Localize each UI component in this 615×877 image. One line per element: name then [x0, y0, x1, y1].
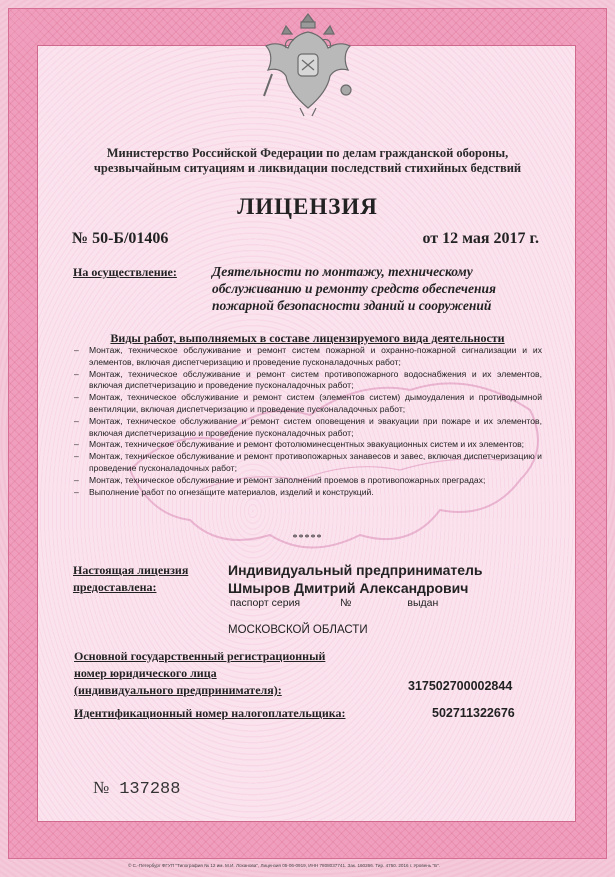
works-item: – Монтаж, техническое обслуживание и ремонт систем (элементов систем) дымоудаления и противодымной вентиляции, включая диспетчеризацию и проведение пусконаладочных работ;: [74, 392, 542, 416]
ogrn-value: 317502700002844: [408, 679, 513, 693]
passport-series-label: паспорт серия: [230, 597, 301, 609]
works-item: – Монтаж, техническое обслуживание и ремонт систем противопожарного водоснабжения и их элементов, включая диспетчеризацию и проведение пусконаладочных работ;: [74, 369, 542, 393]
purpose-text: Деятельности по монтажу, техническому обслуживанию и ремонту средств обеспечения пожарной безопасности зданий и сооружений: [212, 264, 496, 313]
blank-serial-number: [93, 778, 180, 799]
passport-issued-label: выдан: [407, 597, 439, 609]
region: МОСКОВСКОЙ ОБЛАСТИ: [228, 624, 368, 636]
ministry-header: [70, 146, 545, 176]
holder-name: Шмыров Дмитрий Александрович: [228, 580, 469, 596]
printer-imprint: © С.-Петербург ФГУП "Типография № 12 им. М.И. Лоханова", Лицензия 05-06-0919, ИНН 7808037741. Зак. 160266. Тир. 4750. 2016 г. Уровень "Б".: [128, 863, 441, 868]
license-holder: [228, 561, 483, 597]
ogrn-label-line-2: номер юридического лица: [74, 666, 217, 680]
granted-label-line-1: Настоящая лицензия: [73, 563, 189, 577]
works-item: – Монтаж, техническое обслуживание и ремонт заполнений проемов в противопожарных преградах;: [74, 475, 542, 487]
works-heading: Виды работ, выполняемых в составе лицензируемого вида деятельности: [110, 331, 505, 345]
inn-value: 502711322676: [432, 706, 515, 720]
purpose-label: На осуществление:: [73, 265, 177, 279]
holder-type: Индивидуальный предприниматель: [228, 562, 483, 578]
works-item: – Монтаж, техническое обслуживание и ремонт противопожарных занавесов и завес, включая диспетчеризацию и проведение пусконаладочных работ;: [74, 451, 542, 475]
document-title: ЛИЦЕНЗИЯ: [237, 194, 378, 219]
passport-number-label: №: [340, 597, 352, 609]
ogrn-label-line-1: Основной государственный регистрационный: [74, 649, 326, 663]
works-item: – Монтаж, техническое обслуживание и ремонт систем пожарной и охранно-пожарной сигнализации и их элементов, включая диспетчеризацию и проведение пусконаладочных работ;: [74, 345, 542, 369]
inn-label: Идентификационный номер налогоплательщика:: [74, 706, 346, 720]
ministry-line-2: чрезвычайным ситуациям и ликвидации последствий стихийных бедствий: [93, 161, 522, 175]
works-item: – Монтаж, техническое обслуживание и ремонт фотолюминесцентных эвакуационных систем и их элементов;: [74, 439, 542, 451]
separator-stars: *****: [292, 533, 323, 544]
double-headed-eagle-emblem-icon: [258, 4, 358, 120]
license-date: от 12 мая 2017 г.: [422, 230, 539, 247]
works-item: – Монтаж, техническое обслуживание и ремонт систем оповещения и эвакуации при пожаре и их элементов, включая диспетчеризацию и проведение пусконаладочных работ;: [74, 416, 542, 440]
granted-label-line-2: предоставлена:: [73, 580, 157, 594]
serial-value: 137288: [119, 780, 181, 799]
passport-line: [230, 597, 438, 609]
granted-label: [73, 562, 188, 596]
serial-no-sign: №: [93, 778, 110, 797]
license-number: № 50-Б/01406: [72, 230, 169, 247]
works-item: – Выполнение работ по огнезащите материалов, изделий и конструкций.: [74, 487, 542, 499]
ogrn-label: [74, 648, 325, 699]
ministry-line-1: Министерство Российской Федерации по делам гражданской обороны,: [106, 146, 509, 160]
works-list: [74, 345, 542, 498]
ogrn-label-line-3: (индивидуального предпринимателя):: [74, 683, 282, 697]
